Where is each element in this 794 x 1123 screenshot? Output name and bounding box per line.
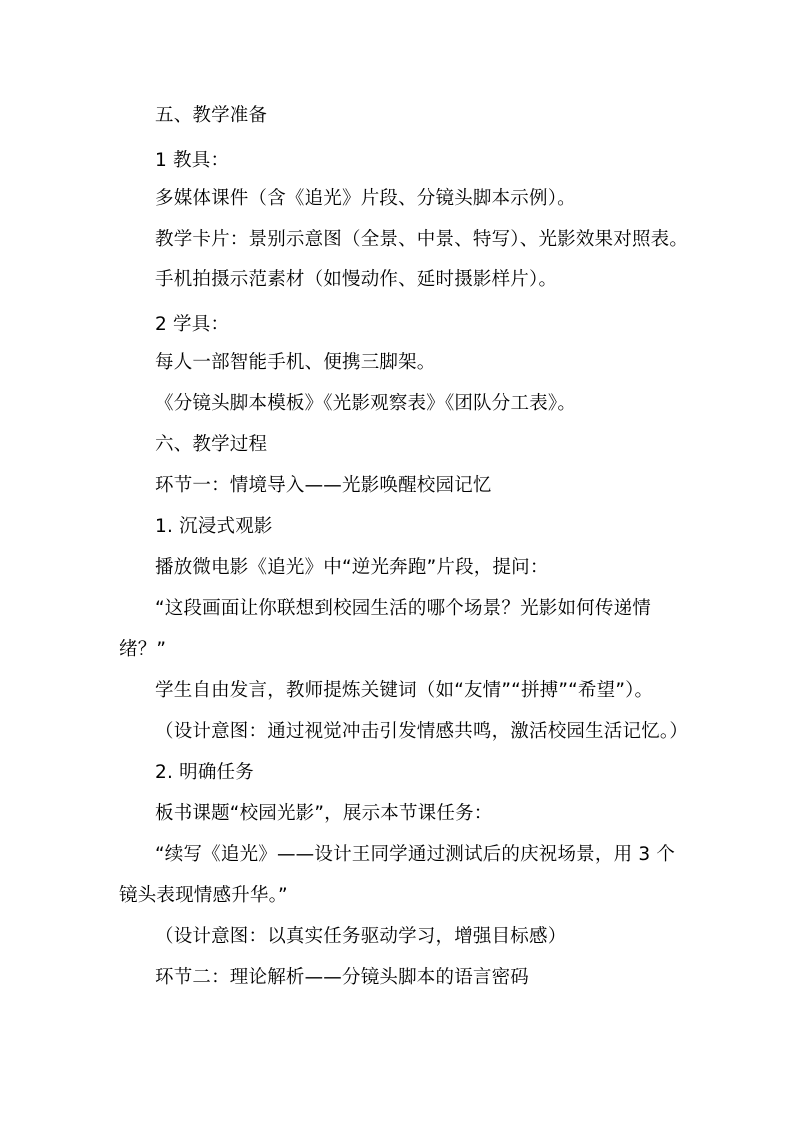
paragraph: 《分镜头脚本模板》《光影观察表》《团队分工表》。 [155,393,577,414]
paragraph: 多媒体课件（含《追光》片段、分镜头脚本示例）。 [155,188,576,209]
subsection-heading: 2. 明确任务 [155,762,254,783]
subsection-heading: 1. 沉浸式观影 [155,516,273,537]
paragraph: “续写《追光》——设计王同学通过测试后的庆祝场景，用 3 个 [155,844,676,865]
design-intent-note: （设计意图：以真实任务驱动学习，增强目标感） [155,926,567,947]
section-heading: 五、教学准备 [155,105,268,126]
section-heading: 六、教学过程 [155,434,268,455]
paragraph: “这段画面让你联想到校园生活的哪个场景？光影如何传递情 [155,598,651,619]
paragraph-continuation: 镜头表现情感升华。” [119,885,288,906]
paragraph: 每人一部智能手机、便携三脚架。 [155,352,436,373]
paragraph: 手机拍摄示范素材（如慢动作、延时摄影样片）。 [155,269,558,290]
paragraph: 播放微电影《追光》中“逆光奔跑”片段，提问： [155,557,549,578]
paragraph-continuation: 绪？” [119,639,167,660]
paragraph: 学生自由发言，教师提炼关键词（如“友情”“拼搏”“希望”）。 [155,680,654,701]
subsection-heading: 环节一：情境导入——光影唤醒校园记忆 [155,475,492,496]
design-intent-note: （设计意图：通过视觉冲击引发情感共鸣，激活校园生活记忆。） [155,721,689,742]
subsection-heading: 1 教具： [155,150,230,171]
subsection-heading: 2 学具： [155,314,230,335]
subsection-heading: 环节二：理论解析——分镜头脚本的语言密码 [155,967,530,988]
paragraph: 板书课题“校园光影”，展示本节课任务： [155,803,493,824]
paragraph: 教学卡片：景别示意图（全景、中景、特写）、光影效果对照表。 [155,229,689,250]
